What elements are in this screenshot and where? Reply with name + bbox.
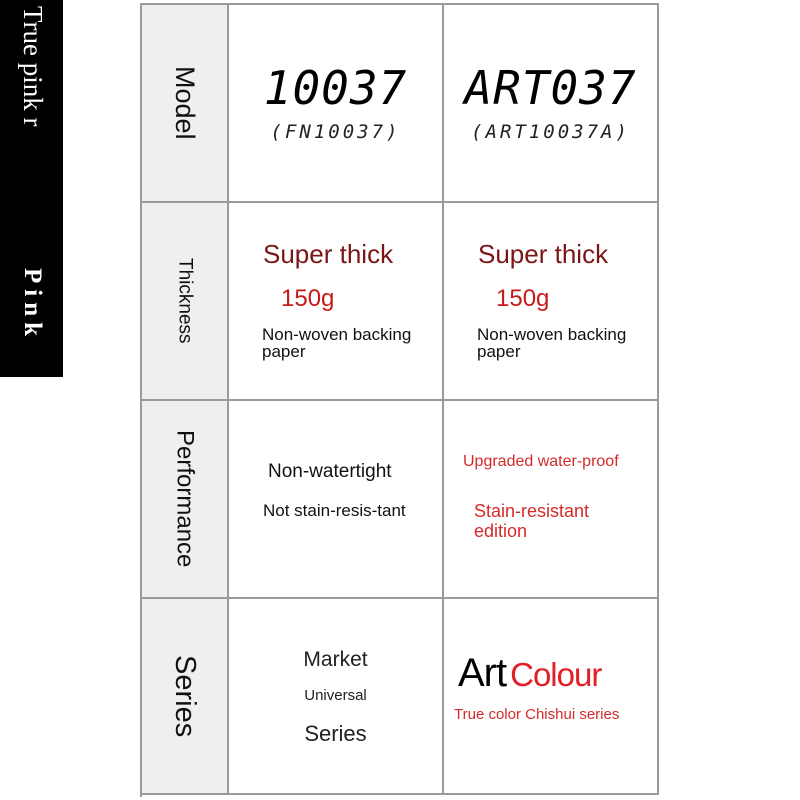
- row-label-thickness: Thickness: [174, 258, 196, 344]
- series-b-note: True color Chishui series: [454, 706, 620, 723]
- logo-colour-text: Colour: [510, 656, 602, 693]
- thickness-cell-a: [229, 203, 444, 401]
- table-row-series: [142, 599, 659, 795]
- banner-title: True pink r: [18, 6, 48, 127]
- series-a-line2: Universal: [304, 687, 367, 704]
- row-label-cell: [142, 203, 229, 401]
- series-a-line1: Market: [303, 648, 368, 671]
- performance-a-line1: Non-watertight: [268, 461, 392, 482]
- performance-cell-a: [229, 401, 444, 599]
- row-label-performance: Performance: [171, 430, 199, 568]
- art-colour-logo: [458, 651, 601, 696]
- thickness-cell-b: [444, 203, 659, 401]
- comparison-table: [140, 3, 659, 797]
- performance-b-line2: Stain-resistant edition: [474, 501, 590, 541]
- row-label-cell: [142, 401, 229, 599]
- table-row-model: [142, 5, 659, 203]
- row-label-cell: [142, 5, 229, 203]
- thickness-note-b: Non-woven backing paper: [477, 325, 627, 361]
- thickness-title-b: Super thick: [478, 239, 609, 269]
- row-label-series: Series: [169, 654, 201, 738]
- performance-a-line2: Not stain-resis-tant: [263, 501, 406, 520]
- thickness-weight-a: 150g: [281, 285, 335, 312]
- series-a-line3: Series: [304, 721, 367, 746]
- table-row-performance: [142, 401, 659, 599]
- model-cell-a: [229, 5, 444, 203]
- side-banner: [0, 0, 63, 377]
- performance-b-line1: Upgraded water-proof: [463, 453, 619, 470]
- table-row-thickness: [142, 203, 659, 401]
- model-code-a: 10037: [263, 61, 408, 115]
- performance-cell-b: [444, 401, 659, 599]
- model-sub-b: (ART10037A): [471, 121, 630, 143]
- logo-art-text: Art: [458, 651, 507, 695]
- series-cell-a: [229, 599, 444, 795]
- model-cell-b: [444, 5, 659, 203]
- thickness-title-a: Super thick: [263, 239, 394, 269]
- row-label-cell: [142, 599, 229, 795]
- model-code-b: ART037: [464, 61, 637, 115]
- thickness-weight-b: 150g: [496, 285, 550, 312]
- model-sub-a: (FN10037): [270, 121, 401, 143]
- banner-subtitle: Pink: [19, 268, 46, 343]
- row-label-model: Model: [170, 66, 200, 140]
- series-cell-b: [444, 599, 659, 795]
- thickness-note-a: Non-woven backing paper: [262, 325, 412, 361]
